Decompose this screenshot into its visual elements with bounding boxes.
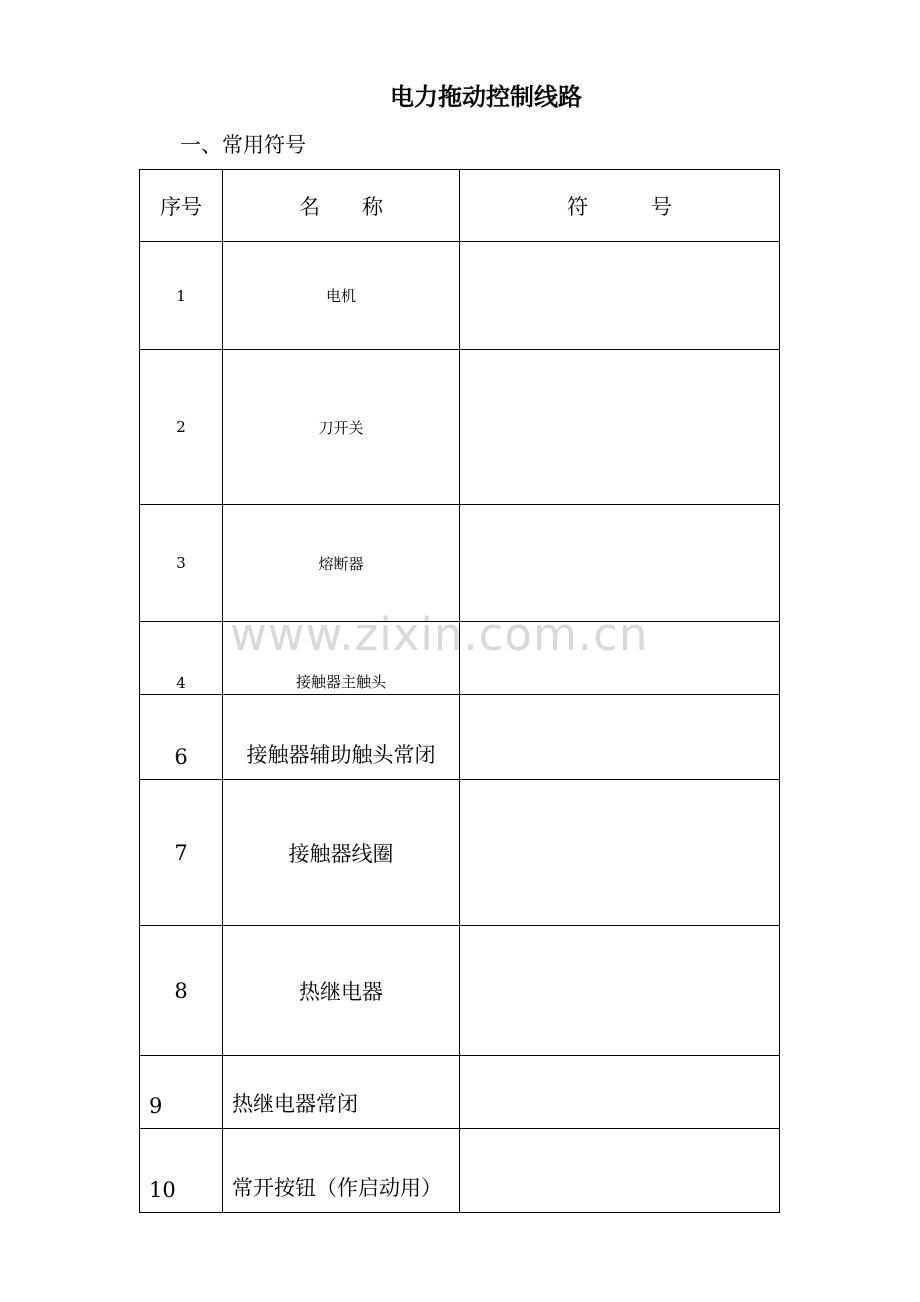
row-name: 电机 <box>223 242 460 350</box>
table-row <box>140 350 780 505</box>
row-name: 接触器线圈 <box>223 780 460 926</box>
row-symbol <box>460 1129 780 1213</box>
table-row <box>140 622 780 695</box>
row-index: 10 <box>140 1129 223 1213</box>
row-symbol <box>460 695 780 780</box>
row-symbol <box>460 780 780 926</box>
symbol-table <box>139 169 780 1213</box>
table-row <box>140 1129 780 1213</box>
row-index: 9 <box>140 1056 223 1129</box>
table-row <box>140 780 780 926</box>
row-index: 1 <box>140 242 223 350</box>
row-index: 3 <box>140 505 223 622</box>
header-name: 名 称 <box>223 170 460 242</box>
row-name: 刀开关 <box>223 350 460 505</box>
row-name: 热继电器 <box>223 926 460 1056</box>
header-index: 序号 <box>140 170 223 242</box>
table-row <box>140 505 780 622</box>
row-name: 熔断器 <box>223 505 460 622</box>
row-symbol <box>460 242 780 350</box>
row-symbol <box>460 505 780 622</box>
row-name: 热继电器常闭 <box>223 1056 460 1129</box>
row-name: 接触器辅助触头常闭 <box>223 695 460 780</box>
row-symbol <box>460 350 780 505</box>
row-index: 8 <box>140 926 223 1056</box>
section-heading: 一、常用符号 <box>180 133 306 157</box>
header-symbol: 符 号 <box>460 170 780 242</box>
table-row <box>140 926 780 1056</box>
table-row <box>140 242 780 350</box>
row-index: 4 <box>140 622 223 695</box>
row-index: 6 <box>140 695 223 780</box>
row-symbol <box>460 1056 780 1129</box>
table-row <box>140 1056 780 1129</box>
row-symbol <box>460 622 780 695</box>
document-title: 电力拖动控制线路 <box>390 83 582 111</box>
table-row <box>140 695 780 780</box>
watermark: www.zixin.com.cn <box>230 608 649 661</box>
row-index: 7 <box>140 780 223 926</box>
table-header-row <box>140 170 780 242</box>
row-symbol <box>460 926 780 1056</box>
row-name: 常开按钮（作启动用） <box>223 1129 460 1213</box>
row-index: 2 <box>140 350 223 505</box>
row-name: 接触器主触头 <box>223 622 460 695</box>
